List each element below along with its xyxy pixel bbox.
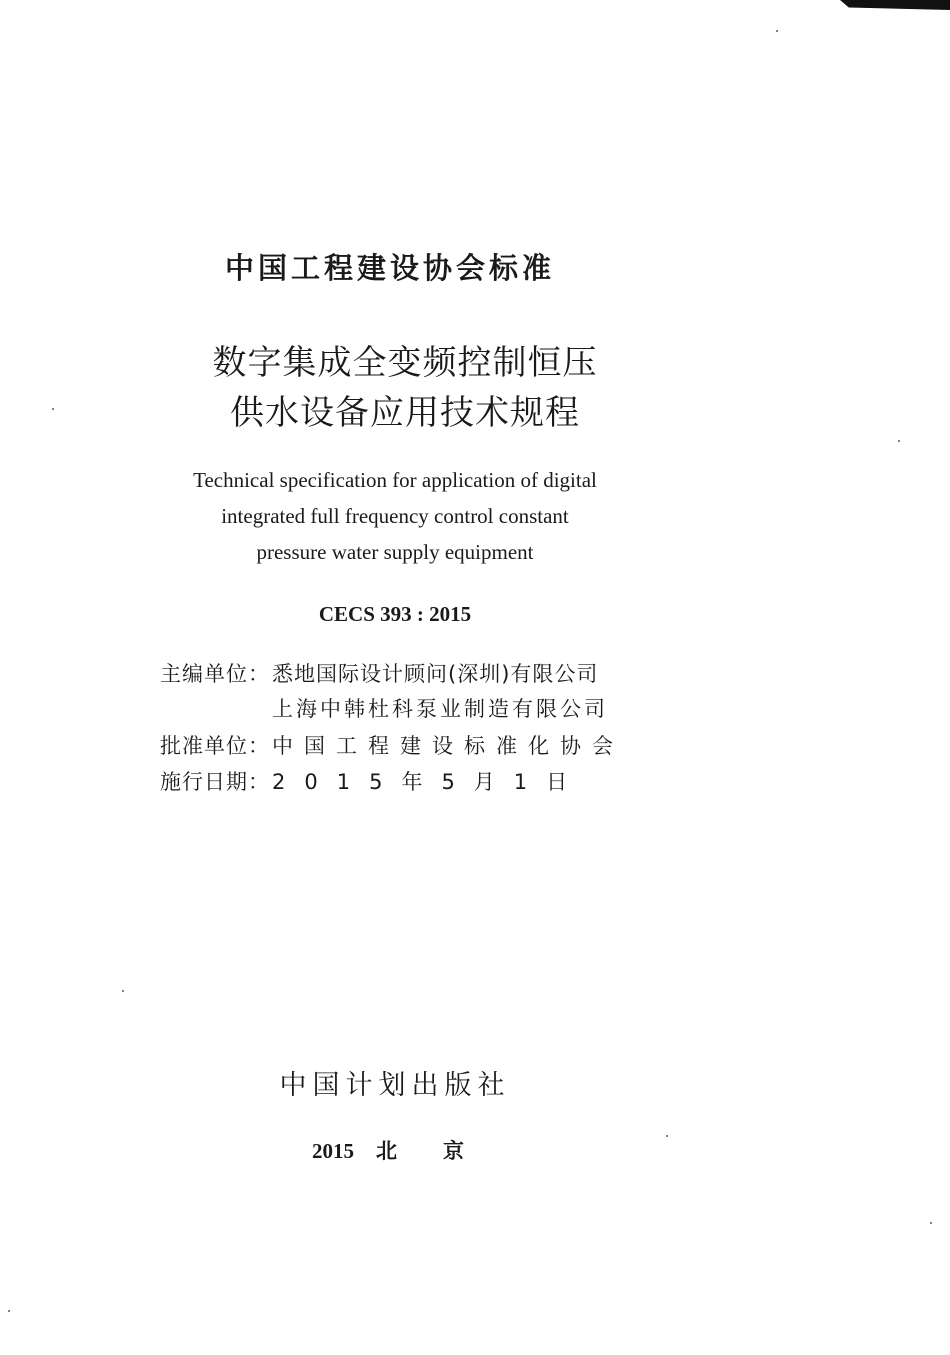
imprint-city: 北京 [376,1139,510,1163]
effective-date-label: 施行日期： [160,770,270,794]
title-cn-line-2: 供水设备应用技术规程 [230,393,580,433]
imprint-year: 2015 [312,1139,354,1163]
approver-unit: 中国工程建设标准化协会 [272,734,624,758]
title-en-line-1: Technical specification for application of digital [193,468,597,492]
imprint [312,1135,510,1167]
editor-unit-1: 悉地国际设计顾问(深圳)有限公司 [272,662,599,686]
effective-date-row [160,765,586,799]
editor-row-1 [160,657,598,691]
scan-speck [666,1135,668,1137]
effective-date: 2015年5月1日 [272,770,587,794]
scan-speck [930,1222,932,1224]
standard-code: CECS 393 : 2015 [318,602,472,626]
approver-row [160,729,624,763]
title-en-line-2: integrated full frequency control constant [221,504,569,528]
editor-label: 主编单位： [160,662,270,686]
scan-speck [898,440,900,442]
scan-speck [776,30,778,32]
scan-edge-mark [840,0,950,10]
editor-row-2 [160,692,608,726]
scan-speck [122,990,124,992]
publisher-name: 中国计划出版社 [279,1070,511,1101]
editor-unit-2: 上海中韩杜科泵业制造有限公司 [272,697,608,721]
title-cn-line-1: 数字集成全变频控制恒压 [212,343,598,383]
title-en-line-3: pressure water supply equipment [256,540,534,564]
scan-speck [8,1310,10,1312]
association-standard-heading: 中国工程建设协会标准 [224,251,555,285]
scan-speck [52,408,54,410]
approver-label: 批准单位： [160,734,270,758]
